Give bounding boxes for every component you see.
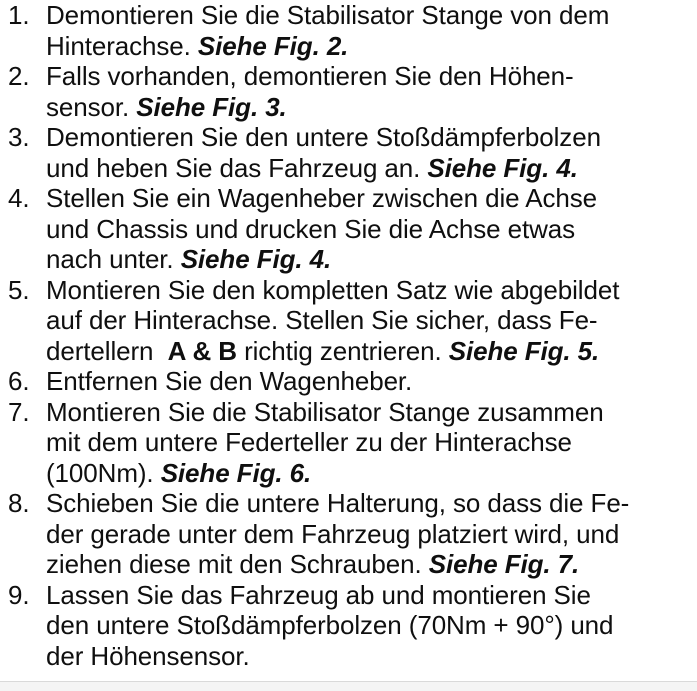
step-number: 9.	[8, 579, 30, 610]
part-label: A & B	[167, 335, 237, 366]
step-line	[46, 275, 692, 306]
step-line-text: der Höhensensor.	[46, 640, 250, 671]
step-text	[46, 488, 692, 580]
step-line	[46, 519, 692, 550]
step-line-text: Montieren Sie die Stabilisator Stange zusammen	[46, 396, 604, 427]
step-line-text: Stellen Sie ein Wagenheber zwischen die Achse	[46, 183, 597, 213]
step-line-text: Lassen Sie das Fahrzeug ab und montieren Sie	[46, 579, 591, 610]
step-line	[46, 122, 692, 153]
step-number: 2.	[8, 61, 30, 91]
step-line	[46, 427, 692, 458]
step-line	[46, 305, 692, 336]
step-line-text: auf der Hinterachse. Stellen Sie sicher, dass Fe-	[46, 305, 598, 335]
step-line	[46, 641, 692, 672]
step-number: 1.	[8, 0, 30, 30]
figure-reference: Siehe Fig. 4.	[427, 152, 578, 183]
step-number: 5.	[8, 274, 30, 305]
figure-reference: Siehe Fig. 3.	[136, 91, 287, 122]
list-item	[8, 488, 692, 580]
step-line	[46, 580, 692, 611]
step-text	[46, 580, 692, 672]
step-text	[46, 122, 692, 183]
step-line	[46, 61, 692, 92]
figure-reference: Siehe Fig. 6.	[160, 457, 312, 488]
step-number: 7.	[8, 396, 30, 427]
step-number: 8.	[8, 488, 30, 518]
step-line	[46, 397, 692, 428]
figure-reference: Siehe Fig. 2.	[197, 30, 349, 61]
list-item	[8, 0, 692, 61]
step-line-text: und Chassis und drucken Sie die Achse etwas	[46, 213, 576, 244]
list-item	[8, 183, 692, 275]
step-line	[46, 366, 692, 397]
step-line-text: ziehen diese mit den Schrauben.	[46, 549, 429, 579]
step-line-text: der gerade unter dem Fahrzeug platziert wird, und	[46, 518, 620, 549]
step-line-text: und heben Sie das Fahrzeug an.	[46, 152, 428, 183]
step-line-text: Entfernen Sie den Wagenheber.	[46, 366, 413, 396]
step-line	[46, 549, 692, 580]
step-line-text: sensor.	[46, 91, 137, 122]
figure-reference: Siehe Fig. 5.	[448, 335, 600, 366]
step-text	[46, 275, 692, 367]
step-line	[46, 336, 692, 367]
figure-reference: Siehe Fig. 4.	[180, 244, 332, 274]
step-text	[46, 366, 692, 397]
step-text	[46, 0, 692, 61]
step-line	[46, 214, 692, 245]
step-text	[46, 183, 692, 275]
step-text	[46, 397, 692, 489]
list-item	[8, 275, 692, 367]
step-line-text: (100Nm).	[46, 457, 161, 488]
list-item	[8, 366, 692, 397]
step-line-text: Demontieren Sie den untere Stoßdämpferbolzen	[46, 122, 601, 152]
step-line	[46, 610, 692, 641]
step-line	[46, 183, 692, 214]
step-line-text: Hinterachse.	[46, 30, 198, 61]
step-line	[46, 153, 692, 184]
step-text	[46, 61, 692, 122]
list-item	[8, 122, 692, 183]
step-line-text: Falls vorhanden, demontieren Sie den Höhen-	[46, 61, 574, 91]
step-number: 6.	[8, 366, 30, 396]
step-line-text: Demontieren Sie die Stabilisator Stange von dem	[46, 0, 610, 30]
page-bottom-band	[0, 682, 697, 691]
list-item	[8, 397, 692, 489]
figure-reference: Siehe Fig. 7.	[428, 549, 580, 579]
step-line-text: Schieben Sie die untere Halterung, so dass die Fe-	[46, 488, 630, 518]
step-line-text: dertellern	[46, 335, 168, 366]
step-line-text: mit dem untere Federteller zu der Hinterachse	[46, 427, 572, 457]
step-line	[46, 31, 692, 62]
list-item	[8, 580, 692, 672]
instruction-list	[8, 0, 692, 671]
step-line-text: den untere Stoßdämpferbolzen (70Nm + 90°) und	[46, 610, 614, 640]
step-line	[46, 0, 692, 31]
step-line	[46, 92, 692, 123]
step-line-text: richtig zentrieren.	[236, 335, 449, 366]
step-number: 3.	[8, 122, 30, 152]
step-line	[46, 244, 692, 275]
step-number: 4.	[8, 183, 30, 213]
step-line	[46, 488, 692, 519]
step-line-text: nach unter.	[46, 244, 181, 274]
step-line-text: Montieren Sie den kompletten Satz wie abgebildet	[46, 274, 620, 305]
list-item	[8, 61, 692, 122]
step-line	[46, 458, 692, 489]
